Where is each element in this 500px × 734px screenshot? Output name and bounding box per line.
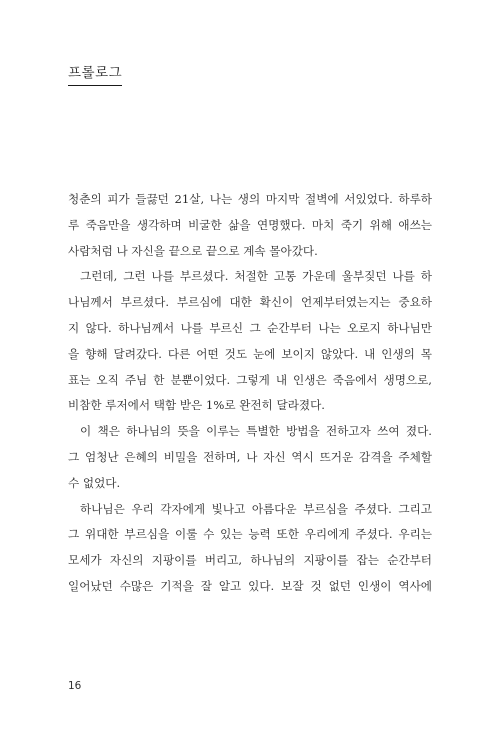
page-number: 16 — [68, 680, 82, 692]
text-line: 을 향해 달려갔다. 다른 어떤 것도 눈에 보이지 않았다. 내 인생의 목 — [68, 346, 432, 361]
text-line: 일어났던 수많은 기적을 잘 알고 있다. 보잘 것 없던 인생이 역사에 — [68, 578, 432, 593]
body-text — [68, 187, 432, 600]
text-line: 하나님은 우리 각자에게 빛나고 아름다운 부르심을 주셨다. 그리고 — [80, 501, 432, 516]
text-line: 비참한 루저에서 택함 받은 1%로 완전히 달라졌다. — [68, 398, 325, 413]
text-line: 표는 오직 주님 한 분뿐이었다. 그렇게 내 인생은 죽음에서 생명으로, — [68, 372, 432, 387]
text-line: 이 책은 하나님의 뜻을 이루는 특별한 방법을 전하고자 쓰여 졌다. — [80, 424, 432, 439]
text-line: 그 엄청난 은혜의 비밀을 전하며, 나 자신 역시 뜨거운 감격을 주체할 — [68, 449, 432, 464]
text-line: 청춘의 피가 들끓던 21살, 나는 생의 마지막 절벽에 서있었다. 하루하 — [68, 192, 432, 206]
chapter-heading: 프롤로그 — [68, 64, 122, 86]
text-line: 지 않다. 하나님께서 나를 부르신 그 순간부터 나는 오로지 하나님만 — [68, 320, 432, 335]
text-line: 수 없었다. — [68, 475, 121, 490]
text-line: 모세가 자신의 지팡이를 버리고, 하나님의 지팡이를 잡는 순간부터 — [68, 553, 432, 568]
text-line: 사람처럼 나 자신을 끝으로 끝으로 계속 몰아갔다. — [68, 243, 318, 258]
text-line: 나님께서 부르셨다. 부르심에 대한 확신이 언제부터였는지는 중요하 — [68, 295, 432, 310]
text-line: 그 위대한 부르심을 이룰 수 있는 능력 또한 우리에게 주셨다. 우리는 — [68, 527, 432, 542]
text-line: 그런데, 그런 나를 부르셨다. 처절한 고통 가운데 울부짖던 나를 하 — [80, 269, 432, 284]
text-line: 루 죽음만을 생각하며 비굴한 삶을 연명했다. 마치 죽기 위해 애쓰는 — [68, 217, 432, 232]
